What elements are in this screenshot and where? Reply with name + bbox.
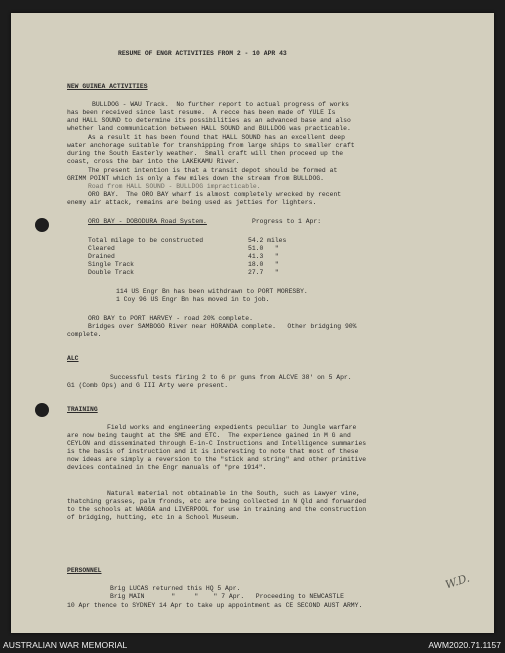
para-line: ORO BAY. The ORO BAY wharf is almost completely wrecked by recent (88, 191, 342, 198)
para-line: Road from HALL SOUND - BULLDOG impracticable. (88, 183, 261, 190)
note-line: 1 Coy 96 US Engr Bn has moved in to job. (116, 296, 270, 303)
para-line: The present intention is that a transit depot should be formed at (88, 167, 338, 174)
para-line: CEYLON and disseminated through E-in-C Instructions and Intelligence summaries (67, 440, 367, 447)
para-line: BULLDOG - WAU Track. No further report to actual progress of works (92, 101, 349, 108)
section-heading-alc: ALC (67, 355, 79, 362)
table-row-label: Drained (88, 253, 115, 260)
note-line: 114 US Engr Bn has been withdrawn to PORT MORESBY. (116, 288, 308, 295)
para-line: water anchorage suitable for transhipping from large ships to smaller craft (67, 142, 355, 149)
para-line: coast, cross the bar into the LAKEKAMU River. (67, 158, 240, 165)
para-line: is the basis of instruction and it is interesting to note that most of these (67, 448, 359, 455)
para-line: Brig MAIN " " " 7 Apr. Proceeding to NEWCASTLE (110, 593, 344, 600)
para-line: GRIMM POINT which is only a few miles down the stream from BULLDOG. (67, 175, 324, 182)
para-line: Successful tests firing 2 to 6 pr guns from ALCVE 38' on 5 Apr. (110, 374, 352, 381)
section-heading-new-guinea: NEW GUINEA ACTIVITIES (67, 83, 148, 90)
footer-institution: AUSTRALIAN WAR MEMORIAL (3, 640, 128, 650)
para-line: Field works and engineering expedients peculiar to Jungle warfare (107, 424, 357, 431)
section-heading-personnel: PERSONNEL (67, 567, 102, 574)
table-row-label: Cleared (88, 245, 115, 252)
para-line: complete. (67, 331, 102, 338)
progress-label: Progress to 1 Apr: (252, 218, 322, 225)
table-row-label: Total milage to be constructed (88, 237, 204, 244)
para-line: ORO BAY to PORT HARVEY - road 20% complete. (88, 315, 253, 322)
punch-hole (35, 218, 49, 232)
para-line: 10 Apr thence to SYDNEY 14 Apr to take up appointment as CE SECOND AUST ARMY. (67, 602, 363, 609)
para-line: G1 (Comb Ops) and G III Arty were present. (67, 382, 229, 389)
para-line: Bridges over SAMBOGO River near HORANDA complete. Other bridging 90% (88, 323, 357, 330)
document-title: RESUME OF ENGR ACTIVITIES FROM 2 - 10 APR 43 (118, 50, 287, 57)
section-heading-training: TRAINING (67, 406, 98, 413)
para-line: thatching grasses, palm fronds, etc are being collected in N Qld and forwarded (67, 498, 367, 505)
punch-hole (35, 403, 49, 417)
para-line: has been received since last resume. A recce has been made of YULE Is (67, 109, 336, 116)
para-line: Natural material not obtainable in the South, such as Lawyer vine, (107, 490, 361, 497)
footer-accession-number: AWM2020.71.1157 (428, 640, 501, 650)
para-line: of bridging, hutting, etc in a School Museum. (67, 514, 240, 521)
para-line: whether land communication between HALL SOUND and BULLDOG was practicable. (67, 125, 351, 132)
para-line: during the South Easterly weather. Small craft will then proceed up the (67, 150, 344, 157)
handwritten-initials: W.D. (443, 571, 472, 592)
para-line: and HALL SOUND to determine its possibilities as an advanced base and also (67, 117, 351, 124)
para-line: Brig LUCAS returned this HQ 5 Apr. (110, 585, 241, 592)
table-row-value: 27.7 " (248, 269, 279, 276)
table-row-value: 41.3 " (248, 253, 279, 260)
table-row-value: 54.2 miles (248, 237, 287, 244)
para-line: to the schools at WAGGA and LIVERPOOL for use in training and the construction (67, 506, 367, 513)
subheading-oro-road: ORO BAY - DOBODURA Road System. (88, 218, 207, 225)
table-row-value: 18.0 " (248, 261, 279, 268)
para-line: devices contained in the Engr manuals of "pre 1914". (67, 464, 267, 471)
table-row-label: Single Track (88, 261, 135, 268)
para-line: now ideas are simply a reversion to the "stick and string" and other primitive (67, 456, 367, 463)
table-row-value: 51.0 " (248, 245, 279, 252)
table-row-label: Double Track (88, 269, 135, 276)
para-line: enemy air attack, remains are being used as jetties for lighters. (67, 199, 317, 206)
para-line: As a result it has been found that HALL SOUND has an excellent deep (88, 134, 345, 141)
para-line: are now being taught at the SME and ETC. The experience gained in M G and (67, 432, 351, 439)
